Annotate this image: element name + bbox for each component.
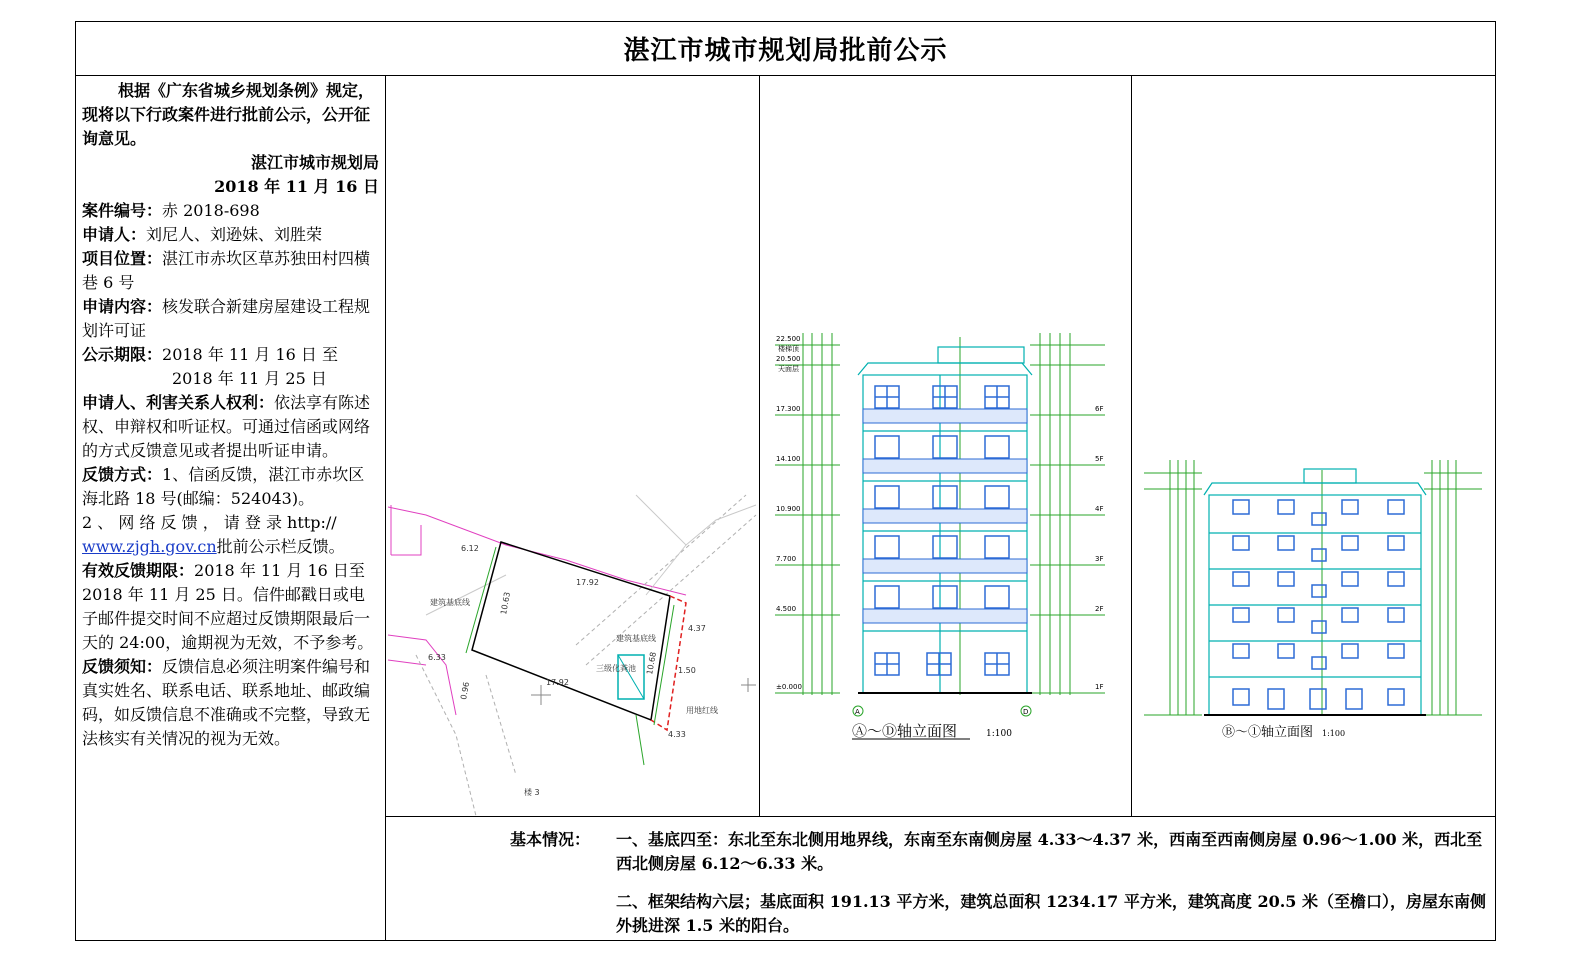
elev-a-caption: Ⓐ～Ⓓ轴立面图: [852, 722, 958, 740]
site-dim-1: 6.12: [461, 544, 479, 553]
site-plan-panel: [386, 75, 760, 816]
deadline-row: [82, 559, 379, 655]
deadline-label: 有效反馈期限：: [82, 561, 195, 580]
site-dim-8: 1.50: [678, 666, 696, 675]
rights-value: 依法享有陈述权、申辩权和听证权。可通过信函或网络的方式反馈意见或者提出听证申请。: [82, 393, 371, 460]
site-plan-drawing: [386, 75, 759, 816]
basic-info-section: [386, 816, 1495, 940]
elev-a-level-3: 17.300: [776, 405, 801, 413]
elev-a-floor-6: 3F: [1095, 555, 1104, 563]
elev-a-axis-right: D: [1023, 708, 1029, 716]
elev-a-level-4: 14.100: [776, 455, 801, 463]
elev-a-axis-left: A: [855, 708, 860, 716]
page-title: 湛江市城市规划局批前公示: [623, 36, 948, 66]
elev-a-floor-8: 1F: [1095, 683, 1104, 691]
location-value: 湛江市赤坎区草苏独田村四横巷 6 号: [82, 249, 371, 292]
drawing-panels: [386, 75, 1495, 817]
elev-a-floor-7: 2F: [1095, 605, 1104, 613]
content-value: 核发联合新建房屋建设工程规划许可证: [82, 297, 371, 340]
site-label-2: 建筑基底线: [616, 634, 656, 643]
location-label: 项目位置：: [82, 249, 163, 268]
feedback-web-text: 2 、 网 络 反 馈 ， 请 登 录 http://: [82, 513, 337, 532]
elev-a-level-1: 22.500: [776, 335, 801, 343]
site-dim-2: 17.92: [576, 578, 599, 587]
site-label-5: 楼 3: [524, 788, 540, 797]
elev-a-floor-2: 天面层: [778, 365, 799, 373]
feedback-letter: 1、信函反馈，湛江市赤坎区海北路 18 号(邮编：524043)。: [82, 465, 365, 508]
elev-a-level-6: 7.700: [776, 555, 797, 563]
elev-a-scale: 1:100: [986, 729, 1012, 739]
feedback-label: 反馈方式：: [82, 465, 163, 484]
site-dim-10: 4.33: [668, 730, 686, 739]
elevation-b1-panel: [1132, 75, 1495, 816]
elevation-ad-panel: [760, 75, 1132, 816]
elev-b-caption: Ⓑ～①轴立面图: [1222, 725, 1314, 740]
case-number-label: 案件编号：: [82, 201, 163, 220]
case-number-row: [82, 199, 379, 223]
elev-a-floor-4: 5F: [1095, 455, 1104, 463]
deadline-value: 2018 年 11 月 16 日至 2018 年 11 月 25 日。信件邮戳日或电子邮件提交时间不应超过反馈期限最后一天的 24:00，逾期视为无效，不予参考。: [82, 561, 374, 652]
applicant-value: 刘尼人、刘逊妹、刘胜荣: [146, 225, 323, 244]
feedback-web-suffix: 批前公示栏反馈。: [216, 537, 345, 556]
period-end: 2018 年 11 月 25 日: [172, 369, 327, 388]
elev-a-level-2: 20.500: [776, 355, 801, 363]
site-dim-3: 10.63: [499, 591, 512, 616]
notes-row: [82, 655, 379, 751]
title-row: [76, 22, 1495, 76]
period-label: 公示期限：: [82, 345, 163, 364]
feedback-web-link[interactable]: www.zjgh.gov.cn: [82, 537, 217, 556]
applicant-row: [82, 223, 379, 247]
elevation-b1-drawing: [1132, 75, 1495, 816]
site-label-1: 建筑基底线: [430, 598, 470, 607]
elev-a-level-5: 10.900: [776, 505, 801, 513]
notice-frame: [75, 21, 1496, 941]
location-row: [82, 247, 379, 295]
site-dim-4: 4.37: [688, 624, 706, 633]
elev-b-scale: 1:100: [1322, 729, 1346, 738]
content-row: [82, 295, 379, 343]
notice-date: 2018 年 11 月 16 日: [214, 177, 379, 196]
notice-text-column: [76, 75, 386, 940]
site-dim-9: 0.96: [459, 681, 472, 701]
intro-text: 根据《广东省城乡规划条例》规定，现将以下行政案件进行批前公示，公开征询意见。: [82, 81, 375, 148]
notes-value: 反馈信息必须注明案件编号和真实姓名、联系电话、联系地址、邮政编码，如反馈信息不准确或不完整，导致无法核实有关情况的视为无效。: [82, 657, 371, 748]
period-start: 2018 年 11 月 16 日 至: [162, 345, 338, 364]
elev-a-level-7: 4.500: [776, 605, 797, 613]
content-label: 申请内容：: [82, 297, 163, 316]
site-dim-6: 17.92: [546, 678, 569, 687]
period-row: [82, 343, 379, 367]
case-number-value: 赤 2018-698: [162, 201, 260, 220]
agency-name: 湛江市城市规划局: [250, 153, 379, 172]
feedback-row: [82, 463, 379, 511]
notes-label: 反馈须知：: [82, 657, 163, 676]
elev-a-level-8: ±0.000: [776, 683, 802, 691]
basic-info-para-2: 二、框架结构六层；基底面积 191.13 平方米，建筑总面积 1234.17 平方米，建筑高度 20.5 米（至檐口），房屋东南侧外挑进深 1.5 米的阳台。: [616, 892, 1486, 935]
rights-row: [82, 391, 379, 463]
site-dim-7: 10.68: [645, 651, 658, 676]
feedback-web-row: [82, 511, 379, 535]
elevation-ad-drawing: [760, 75, 1131, 816]
basic-info-para-1: 一、基底四至：东北至东北侧用地界线，东南至东南侧房屋 4.33～4.37 米，西南至西南侧房屋 0.96～1.00 米，西北至西北侧房屋 6.12～6.33 米。: [616, 830, 1483, 873]
elev-a-floor-3: 6F: [1095, 405, 1104, 413]
feedback-web-row-2: [82, 535, 379, 559]
applicant-label: 申请人：: [82, 225, 147, 244]
basic-info-label: 基本情况：: [510, 830, 591, 849]
site-dim-5: 6.33: [428, 653, 446, 662]
site-label-4: 用地红线: [686, 706, 718, 715]
rights-label: 申请人、利害关系人权利：: [82, 393, 275, 412]
elev-a-floor-1: 楼梯顶: [778, 345, 799, 353]
site-label-3: 三级化粪池: [596, 664, 636, 673]
elev-a-floor-5: 4F: [1095, 505, 1104, 513]
